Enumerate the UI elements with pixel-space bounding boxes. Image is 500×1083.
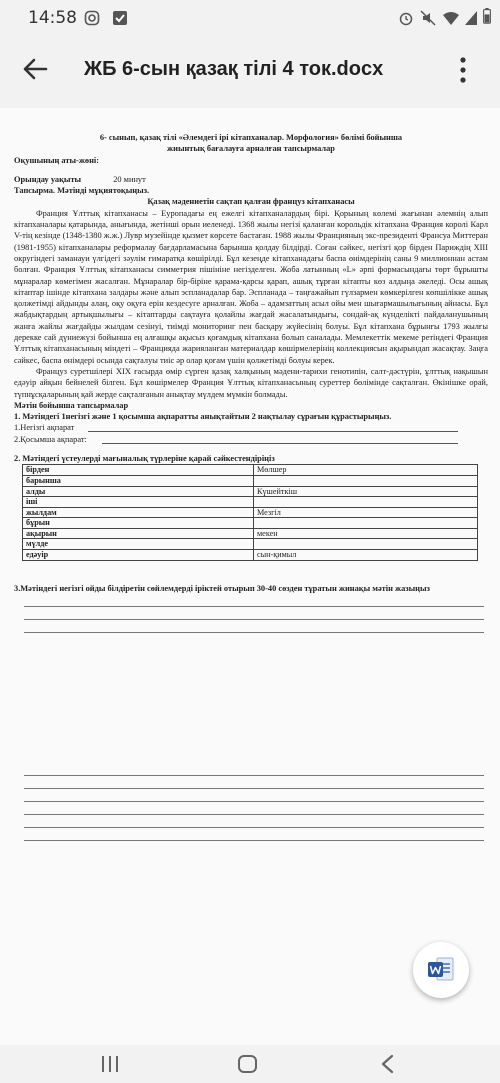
nav-back-icon[interactable] [376, 1054, 400, 1074]
system-nav-bar [0, 1045, 500, 1083]
adverb-table [22, 464, 478, 560]
alarm-icon [398, 10, 414, 26]
table-row [23, 465, 478, 476]
table-cell: алды [23, 486, 254, 497]
app-bar [0, 36, 500, 108]
text-title: Қазақ мәдениетін сақтап қалған француз кітапханасы [147, 197, 355, 207]
table-cell: бірден [23, 465, 254, 476]
table-cell: жылдам [23, 507, 254, 518]
q1-answer-main [14, 422, 488, 433]
table-cell: ақырын [23, 528, 254, 539]
table-cell: барынша [23, 475, 254, 486]
answer-line [24, 594, 484, 607]
table-cell: мекен [254, 528, 478, 539]
signal-icon [464, 10, 478, 26]
answer-line [24, 789, 484, 802]
question-3: 3.Мәтіндегі негізгі ойды білдіретін сөйлемдерді іріктей отырып 30-40 сөзден тұратын жинақы мәтін жазыңыз [14, 583, 430, 593]
table-cell [254, 539, 478, 550]
table-row [23, 497, 478, 508]
question-2: 2. Мәтіндегі үстеулерді мағыналық түрлеріне қарай сәйкестендіріңіз [14, 454, 275, 464]
time-value: 20 минут [113, 174, 146, 184]
question-1: 1. Мәтіндегі 1негізгі және 1 қосымша ақпаратты анықтайтын 2 нақтылау сұрағын құрастырыңыз. [14, 412, 392, 422]
check-box-icon [112, 10, 128, 26]
answer-line [24, 607, 484, 620]
table-cell: Мөлшер [254, 465, 478, 476]
doc-heading-1: 6- сынып, қазақ тілі «Әлемдегі ірі кітапханалар. Морфология» бөлімі бойынша [99, 133, 403, 142]
doc-heading-2: жиынтық бағалауға арналған тапсырмалар [167, 144, 335, 154]
open-in-word-button[interactable] [413, 942, 469, 998]
q1-extra-label: 2.Қосымша ақпарат: [14, 434, 87, 444]
answer-line [24, 620, 484, 633]
status-bar [0, 0, 500, 36]
answer-line [24, 815, 484, 828]
table-cell: едәуір [23, 550, 254, 561]
time-row [14, 174, 488, 185]
table-row [23, 550, 478, 561]
table-cell: Күшейткіш [254, 486, 478, 497]
task-label: Тапсырма. Мәтінді мұқиятоқыңыз. [14, 186, 150, 196]
student-name-label: Оқушының аты-жөні: [14, 155, 100, 165]
word-doc-icon [413, 942, 469, 998]
answer-line [24, 776, 484, 789]
camera-icon [84, 10, 100, 26]
paragraph-1: Франция Ұлттық кітапханасы – Еуропадағы ең ежелгі кітапханалардың бірі. Қорының көлемі жағынан әлемнің алып кітапханалары қатарында, анығында, жетінші орын иеленеді. 1368 жылы негізі қаланған корольдік кітапхана Франция королі Карл V-тің кезінде (1348-1380 ж.ж.) Лувр музейінде қызмет көрсете бастаған. 1988 жылы Францияның экс-президенті Франсуа Миттеран (1981-1955) кітапханалары реформалау бағдарламасына барынша қолдау білдірді. Соған сәйкес, негізгі қор бірден Париждің XIII округіндегі заманауи үлгідегі зәулім ғимаратқа көшірілді. Бұл кезеңде кітапханадағы баспа өнімдерінің саны 9 миллионнан астам болған. Франция Ұлттық кітапханасы симметрия пішініне негізделген. Жоба латынның «L» әрпі формасындағы төрт бұрышты мұнаралар көмегімен жасалған. Мұнаралар бір-біріне қарама-қарсы қарап, ашық тұрған кітапты көз алдыңа әкеледі. Осы ашық кітаптар ішінде кітапхана залдары және алып эспланадалар бар. Эспланада – таңғажайып гүлзармен көмкерілген көпшілікке ашық қолжетімді айдынды алаң, оқу оқуға ерін кездесуге арналған. Жоба – адамзаттың асыл ойы мен шығармашылығының айнасы. Бұл жабдықтардың артықшылығы – кітаптарды сақтауға қолайлы жағдай жасалатындығы, сондай-ақ күнделікті пайдаланушының жанға жайлы жағдайды жылдам сезінуі, тиімді мониторинг пен басқару жүйесінің болуы. Бұл кітапхана бұрынғы 1793 жылғы дерекке сай дүниежүзі бойынша ең алғашқы ақысыз қоғамдық кітапхана болып саналады. Мемлекеттік мекеме ретіндегі Франция Ұлттық кітапханасының міндеті – Францияда жарияланған материалдар көшірмелерінің коллекциясын ақырындап жасақтау. Заңға сәйкес, баспа өнімдері осында сақталуы тиіс әр олар қоғам үшін қолжетімді болуы керек. [14, 208, 488, 365]
document-title: ЖБ 6-сын қазақ тілі 4 ток.docx [84, 58, 384, 80]
answer-line [24, 763, 484, 776]
home-icon[interactable] [236, 1054, 260, 1074]
document-page [14, 132, 488, 841]
q1-main-label: 1.Негізгі ақпарат [14, 423, 75, 433]
table-row [23, 528, 478, 539]
table-cell [254, 518, 478, 529]
document-viewer[interactable] [0, 108, 500, 1045]
time-label: Орындау уақыты [14, 174, 82, 184]
table-cell: сын-қимыл [254, 550, 478, 561]
table-row [23, 518, 478, 529]
q1-answer-extra [14, 434, 488, 445]
table-row [23, 475, 478, 486]
mute-icon [420, 10, 436, 26]
table-row [23, 507, 478, 518]
paragraph-2: Француз суретшілері XIX ғасырда өмір сүрген қазақ халқының мәдени-тарихи генотипін, салт-дәстүрін, ұлттық нақышын едәуір айқын бейнелей білген. Бұл көшірмелер Франция Ұлттық кітапханасының суреттер бөлімінде сақталған. Өкінішке орай, түпнұсқаларының қай жерде сақталғанын анықтау мүлдем мүмкін болмады. [14, 366, 488, 399]
arrow-back-icon[interactable] [20, 54, 50, 84]
table-row [23, 539, 478, 550]
table-cell: мүлде [23, 539, 254, 550]
answer-line [24, 802, 484, 815]
table-row [23, 486, 478, 497]
status-time: 14:58 [28, 8, 77, 28]
answer-line [24, 828, 484, 841]
battery-icon [482, 8, 492, 24]
tasks-title: Мәтін бойынша тапсырмалар [14, 400, 129, 410]
table-cell: бұрын [23, 518, 254, 529]
table-cell [254, 497, 478, 508]
wifi-icon [442, 10, 460, 26]
table-cell: іші [23, 497, 254, 508]
more-vert-icon[interactable] [458, 56, 468, 84]
table-cell: Мезгіл [254, 507, 478, 518]
recents-icon[interactable] [98, 1054, 122, 1074]
table-cell [254, 475, 478, 486]
